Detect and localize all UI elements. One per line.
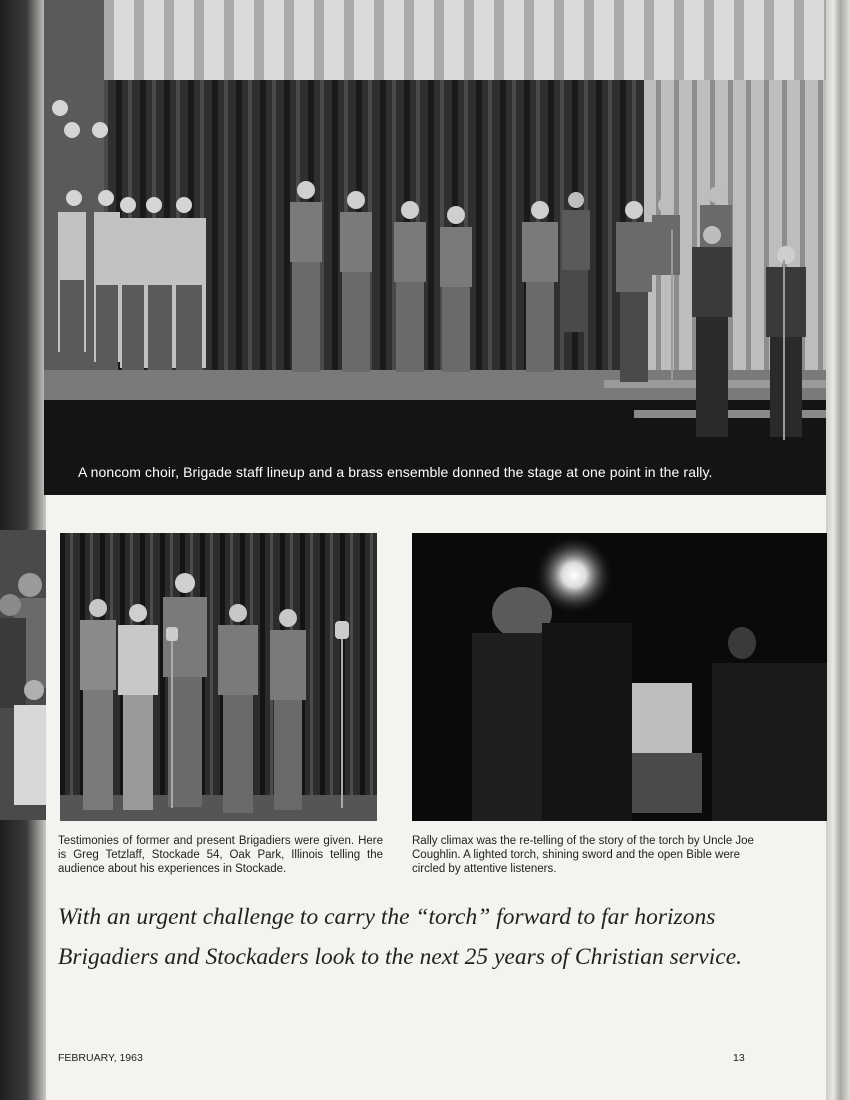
torch-story-caption: Rally climax was the re-telling of the story of the torch by Uncle Joe Coughlin. A lighted torch, shining sword and the open Bible were circled by attentive listeners.: [412, 835, 754, 875]
page-edge: [826, 0, 850, 1100]
headline-line-1: With an urgent challenge to carry the “torch” forward to far horizons: [58, 904, 716, 930]
testimony-caption: Testimonies of former and present Brigadiers were given. Here is Greg Tetzlaff, Stockade 54, Oak Park, Illinois telling the audience about his experiences in Stockade.: [58, 835, 383, 875]
headline-line-2: Brigadiers and Stockaders look to the next 25 years of Christian service.: [58, 944, 743, 970]
stage-photo-caption: A noncom choir, Brigade staff lineup and a brass ensemble donned the stage at one point in the rally.: [78, 464, 713, 480]
stage-rally-photo: [44, 0, 826, 495]
issue-date: FEBRUARY, 1963: [58, 1052, 143, 1064]
torch-story-photo: [412, 533, 827, 821]
facing-page-photo-fragment: [0, 530, 48, 820]
testimony-photo: [60, 533, 377, 821]
page-number: 13: [733, 1052, 745, 1064]
